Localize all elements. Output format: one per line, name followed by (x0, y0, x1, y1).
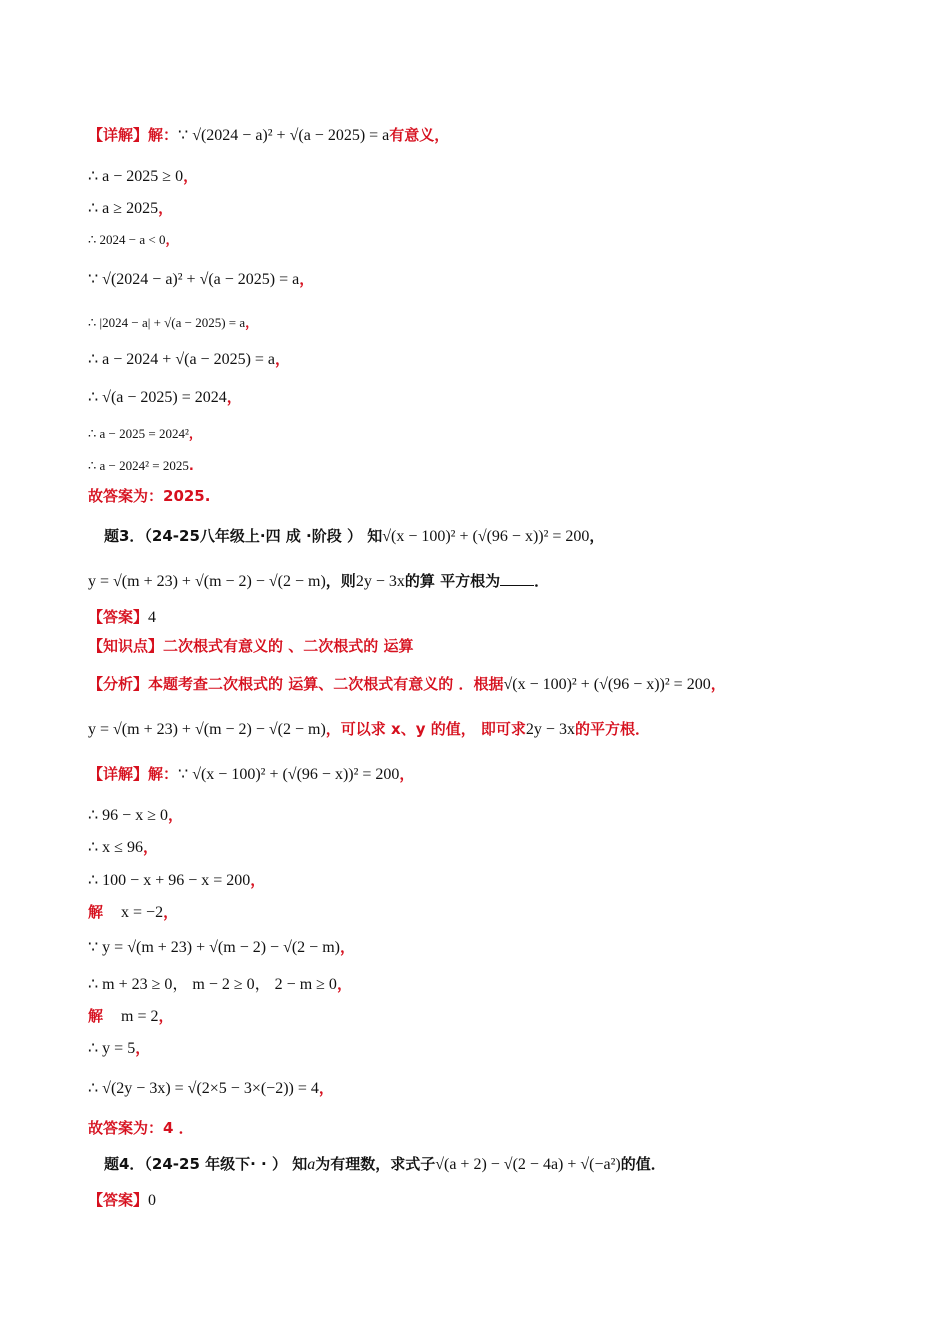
detail1-line-2 (88, 197, 173, 220)
q3-detail-line-4 (88, 901, 178, 924)
line-suffix: ， (339, 938, 355, 956)
math-expression: ∵ √(2024 − a)² + √(a − 2025) = a (178, 127, 390, 144)
knowledge-text: 二次根式有意义的 、二次根式的 运算 (163, 637, 414, 655)
question-text: ，则 (325, 572, 356, 590)
line-suffix: ， (226, 388, 242, 406)
math-expression: ∴ 100 − x + 96 − x = 200 (88, 872, 251, 889)
math-expression: ∴ 2024 − a < 0 (88, 232, 166, 247)
line-suffix: ， (336, 975, 352, 993)
q3-detail-line-7 (88, 1005, 174, 1028)
line-suffix: ， (183, 167, 199, 185)
q3-final-answer (88, 1117, 194, 1139)
detail-tag: 【详解】解： (88, 765, 179, 783)
line-suffix: ． (534, 572, 550, 590)
line-suffix: ， (318, 1079, 334, 1097)
question-text: 的值． (620, 1155, 666, 1173)
question-title: 题4．（24-25 年级下· · ） 知 (104, 1155, 308, 1173)
detail-tag: 【详解】解： (88, 126, 179, 144)
line-suffix: ， (158, 1007, 174, 1025)
detail1-line-0 (88, 124, 449, 147)
q3-analysis (88, 673, 726, 696)
line-suffix: ， (589, 527, 605, 545)
q3-detail-line-3 (88, 869, 265, 892)
q3-detail-line-6 (88, 973, 352, 996)
answer-value: 4 (148, 609, 157, 626)
answer-tag: 【答案】 (88, 608, 149, 626)
math-expression: ∴ a − 2024 + √(a − 2025) = a (88, 351, 276, 368)
solve-label: 解 (88, 903, 104, 921)
line-suffix: ， (299, 270, 315, 288)
q3-detail-line-1 (88, 804, 183, 827)
math-expression: x = −2 (121, 904, 164, 921)
line-suffix: ， (142, 838, 158, 856)
question-text: 的算 平方根为 (404, 572, 501, 590)
line-suffix: ， (250, 871, 266, 889)
math-expression: ∴ a ≥ 2025 (88, 200, 159, 217)
q3-detail-line-5 (88, 936, 355, 959)
math-expression: ∴ y = 5 (88, 1040, 136, 1057)
math-expression: ∴ a − 2024² = 2025 (88, 458, 189, 473)
question-text: 为有理数，求式子 (315, 1155, 436, 1173)
final-answer: 故答案为：2025. (88, 487, 211, 505)
detail1-line-4 (88, 268, 314, 291)
math-expression: ∴ x ≤ 96 (88, 839, 143, 856)
math-expression: √(x − 100)² + (√(96 − x))² = 200 (382, 528, 590, 545)
detail1-line-5 (88, 311, 258, 335)
q4-title (104, 1153, 666, 1176)
math-expression: ∴ a − 2025 = 2024² (88, 426, 189, 441)
detail1-line-8 (88, 422, 202, 446)
line-suffix: ， (158, 199, 174, 217)
detail1-line-7 (88, 386, 242, 409)
q3-title (104, 525, 604, 548)
analysis-text: 的平方根． (574, 720, 650, 738)
answer-value: 0 (148, 1192, 157, 1209)
q3-detail-line-8 (88, 1037, 150, 1060)
line-suffix: ， (135, 1039, 151, 1057)
answer-tag: 【答案】 (88, 1191, 149, 1209)
detail1-line-6 (88, 348, 290, 371)
question-title: 题3．（24-25八年级上·四 成 ·阶段 ） 知 (104, 527, 383, 545)
knowledge-tag: 【知识点】 (88, 637, 164, 655)
math-expression: ∴ m + 23 ≥ 0， m − 2 ≥ 0， 2 − m ≥ 0 (88, 976, 337, 993)
q3-detail-line-9 (88, 1077, 334, 1100)
math-expression: ∴ √(a − 2025) = 2024 (88, 389, 227, 406)
analysis-text: ，可以求 x、y 的值， 即可求 (325, 720, 526, 738)
math-expression: ∵ √(x − 100)² + (√(96 − x))² = 200 (178, 766, 400, 783)
detail1-line-1 (88, 165, 198, 188)
math-expression: 2y − 3x (525, 721, 575, 738)
q4-answer (88, 1189, 156, 1212)
math-expression: ∴ √(2y − 3x) = √(2×5 − 3×(−2)) = 4 (88, 1080, 319, 1097)
math-expression: √(a + 2) − √(2 − 4a) + √(−a²) (435, 1156, 621, 1173)
final-answer: 故答案为：4 ． (88, 1119, 194, 1137)
line-suffix: ， (188, 427, 202, 442)
math-expression: ∴ a − 2025 ≥ 0 (88, 168, 184, 185)
q3-knowledge-point (88, 635, 413, 657)
answer-blank (500, 571, 534, 586)
math-expression: 2y − 3x (355, 573, 405, 590)
math-expression: m = 2 (121, 1008, 159, 1025)
q3-answer (88, 606, 156, 629)
q3-detail-line-2 (88, 836, 158, 859)
math-expression: y = √(m + 23) + √(m − 2) − √(2 − m) (88, 573, 326, 590)
math-expression: y = √(m + 23) + √(m − 2) − √(2 − m) (88, 721, 326, 738)
line-suffix: . (188, 459, 194, 474)
line-suffix: ， (165, 233, 179, 248)
line-suffix: 有意义， (389, 126, 450, 144)
solve-label: 解 (88, 1007, 104, 1025)
math-expression: √(x − 100)² + (√(96 − x))² = 200 (503, 676, 711, 693)
math-expression: a (307, 1156, 316, 1173)
line-suffix: ， (245, 316, 259, 331)
detail1-line-9 (88, 454, 194, 478)
analysis-text: 本题考查二次根式的 运算、二次根式有意义的 ．根据 (148, 675, 504, 693)
analysis-tag: 【分析】 (88, 675, 149, 693)
line-suffix: ， (399, 765, 415, 783)
line-suffix: ， (163, 903, 179, 921)
detail1-answer (88, 485, 210, 507)
math-expression: ∴ |2024 − a| + √(a − 2025) = a (88, 315, 246, 330)
q3-analysis-line2 (88, 718, 650, 741)
q3-title-line2 (88, 570, 549, 593)
line-suffix: ， (167, 806, 183, 824)
math-expression: ∵ √(2024 − a)² + √(a − 2025) = a (88, 271, 300, 288)
detail1-line-3 (88, 228, 178, 252)
math-expression: ∵ y = √(m + 23) + √(m − 2) − √(2 − m) (88, 939, 340, 956)
math-expression: ∴ 96 − x ≥ 0 (88, 807, 168, 824)
q3-detail-line-0 (88, 763, 414, 786)
line-suffix: ， (275, 350, 291, 368)
line-suffix: ， (710, 675, 726, 693)
